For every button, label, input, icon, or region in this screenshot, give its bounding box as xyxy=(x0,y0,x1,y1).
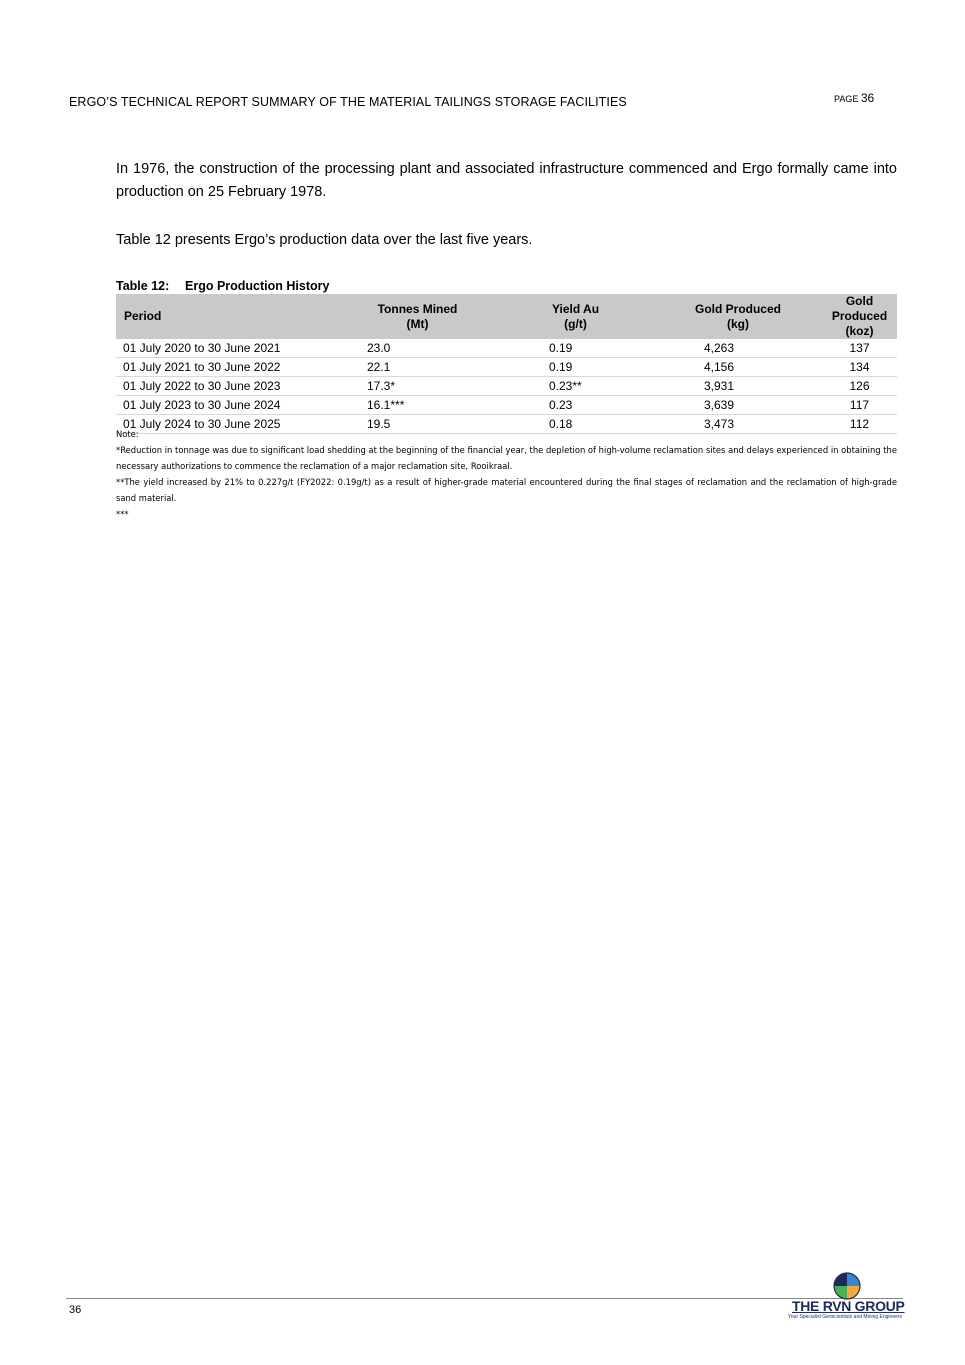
header-page-value: 36 xyxy=(860,91,875,105)
header-gold-koz-line2: (koz) xyxy=(845,324,874,338)
header-period: Period xyxy=(116,294,338,339)
header-tonnes-line1: Tonnes Mined xyxy=(377,301,458,316)
header-title: ERGO’S TECHNICAL REPORT SUMMARY OF THE MATERIAL TAILINGS STORAGE FACILITIES xyxy=(69,95,627,109)
cell-gold-koz: 137 xyxy=(822,339,897,358)
header-gold-koz-line1: Gold Produced xyxy=(831,294,888,323)
table-row xyxy=(116,358,897,377)
rvn-group-logo xyxy=(785,1268,910,1323)
header-yield-line2: (g/t) xyxy=(564,316,587,331)
cell-period: 01 July 2024 to 30 June 2025 xyxy=(116,415,338,434)
header-gold-kg-line2: (kg) xyxy=(727,316,749,331)
table-row xyxy=(116,377,897,396)
header-page-number xyxy=(834,91,874,105)
header-gold-kg-line1: Gold Produced xyxy=(694,301,781,316)
production-history-table xyxy=(116,294,897,434)
table-caption-title: Ergo Production History xyxy=(185,279,330,293)
cell-period: 01 July 2023 to 30 June 2024 xyxy=(116,396,338,415)
footer-page-number: 36 xyxy=(69,1304,82,1316)
cell-tonnes: 16.1*** xyxy=(338,396,497,415)
cell-tonnes: 22.1 xyxy=(338,358,497,377)
cell-tonnes: 19.5 xyxy=(338,415,497,434)
cell-gold-kg: 4,156 xyxy=(654,358,822,377)
header-tonnes-line2: (Mt) xyxy=(406,316,429,331)
logo-tagline: Your Specialist Geoscientists and Mining Engineers xyxy=(788,1314,903,1320)
table-caption xyxy=(116,279,329,293)
body-paragraph-2: Table 12 presents Ergo’s production data over the last five years. xyxy=(116,232,533,248)
cell-gold-kg: 3,639 xyxy=(654,396,822,415)
cell-yield: 0.23** xyxy=(497,377,654,396)
logo-pie-icon xyxy=(833,1272,861,1300)
header-page-prefix: PAGE xyxy=(834,94,859,104)
cell-yield: 0.23 xyxy=(497,396,654,415)
note-single-asterisk: *Reduction in tonnage was due to significant load shedding at the beginning of the financial year, the depletion of high-volume reclamation sites and delays experienced in obtaining the necessary authorizations to commence the reclamation of a major reclamation site, Rooikraal. xyxy=(116,445,897,471)
header-gold-koz xyxy=(822,294,897,339)
table-row xyxy=(116,396,897,415)
note-double-asterisk: **The yield increased by 21% to 0.227g/t (FY2022: 0.19g/t) as a result of higher-grade material encountered during the final stages of reclamation and the reclamation of high-grade sand material. xyxy=(116,477,897,503)
header-tonnes-mined xyxy=(338,294,497,339)
cell-yield: 0.19 xyxy=(497,358,654,377)
cell-tonnes: 23.0 xyxy=(338,339,497,358)
cell-gold-koz: 112 xyxy=(822,415,897,434)
cell-yield: 0.19 xyxy=(497,339,654,358)
header-yield-au xyxy=(497,294,654,339)
table-header-row xyxy=(116,294,897,339)
cell-period: 01 July 2022 to 30 June 2023 xyxy=(116,377,338,396)
footer-divider xyxy=(66,1298,903,1299)
cell-gold-kg: 3,473 xyxy=(654,415,822,434)
note-triple-asterisk: *** xyxy=(116,509,129,519)
cell-gold-koz: 126 xyxy=(822,377,897,396)
cell-period: 01 July 2020 to 30 June 2021 xyxy=(116,339,338,358)
cell-gold-koz: 117 xyxy=(822,396,897,415)
body-paragraph-1: In 1976, the construction of the processing plant and associated infrastructure commenced and Ergo formally came into production on 25 February 1978. xyxy=(116,161,897,200)
table-notes xyxy=(116,426,897,522)
cell-gold-koz: 134 xyxy=(822,358,897,377)
header-yield-line1: Yield Au xyxy=(551,301,600,316)
cell-gold-kg: 3,931 xyxy=(654,377,822,396)
table-caption-number: Table 12: xyxy=(116,279,170,293)
logo-name: THE RVN GROUP xyxy=(792,1298,905,1314)
cell-tonnes: 17.3* xyxy=(338,377,497,396)
cell-yield: 0.18 xyxy=(497,415,654,434)
table-row xyxy=(116,339,897,358)
cell-period: 01 July 2021 to 30 June 2022 xyxy=(116,358,338,377)
cell-gold-kg: 4,263 xyxy=(654,339,822,358)
header-gold-kg xyxy=(654,294,822,339)
notes-label: Note: xyxy=(116,429,139,439)
